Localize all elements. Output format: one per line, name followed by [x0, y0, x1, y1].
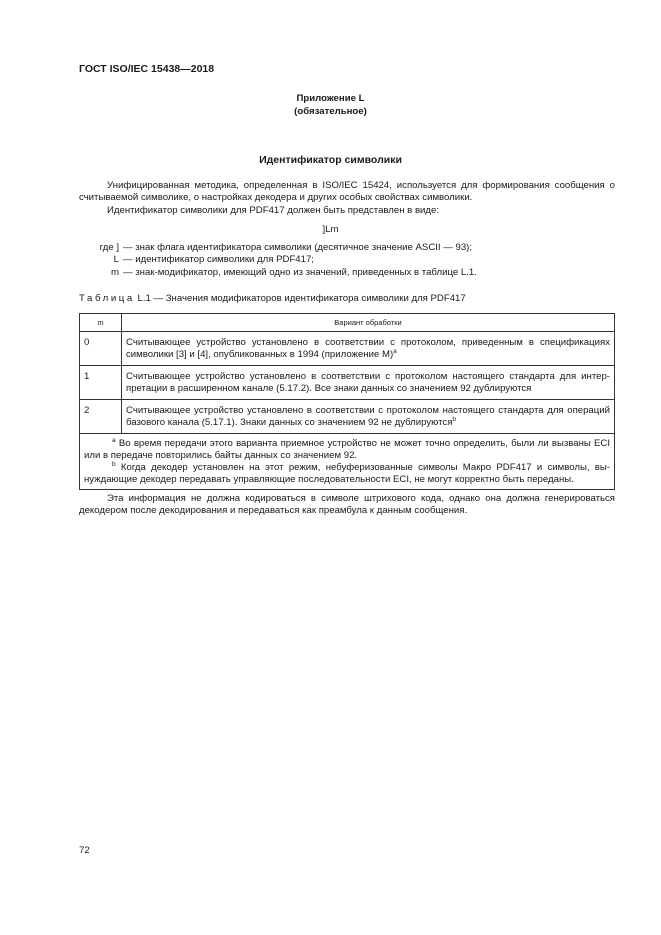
note-mark: b: [112, 460, 116, 468]
row-description: [122, 332, 615, 366]
definition-text: идентификатор символики для PDF417;: [135, 254, 314, 266]
annex-status: (обязательное): [294, 106, 367, 117]
closing-paragraph: Эта информация не должна кодироваться в символе штрихового кода, однако она должна генерироваться декодером после декодирования и передаваться как преамбула к данным сообщения.: [79, 493, 615, 517]
table-row: [80, 366, 615, 400]
row-footnote-mark: a: [393, 347, 397, 355]
row-m-value: 0: [80, 332, 122, 366]
header-m: m: [80, 314, 122, 332]
table-notes: [80, 434, 615, 490]
modifier-table: [79, 313, 615, 490]
row-description-text: Считывающее устройство установлено в соответствии с протоколом настоящего стандарта для интерпретации в расширенном канале (5.17.2). Все знаки данных со значением 92 дублируются: [126, 371, 610, 394]
definition-text: знак флага идентификатора символики (десятичное значение ASCII — 93);: [135, 242, 473, 253]
row-description-text: Считывающее устройство установлено в соответствии с протоколом настоящего стандарта для операций базового канала (5.17.1). Знаки данных со значением 92 не дублируются: [126, 405, 610, 428]
document-header: ГОСТ ISO/IEC 15438—2018: [79, 63, 215, 75]
header-option: Вариант обработки: [122, 314, 615, 332]
note-text: Во время передачи этого варианта приемное устройство не может точно определить, были ли вызваны ECI или в передаче повторились байты данных со значением 92.: [84, 438, 610, 461]
row-m-value: 2: [80, 400, 122, 434]
row-description: [122, 400, 615, 434]
table-caption-text: L.1 — Значения модификаторов идентификатора символики для PDF417: [137, 293, 466, 304]
note-text: Когда декодер установлен на этот режим, небуферизованные символы Макро PDF417 и символы, вынуждающие декодер передавать управляющие последовательности ECI, не могут корректно быть переданы.: [84, 462, 610, 485]
table-row: [80, 332, 615, 366]
definition-dash: —: [123, 254, 133, 266]
format-paragraph: Идентификатор символики для PDF417 должен быть представлен в виде:: [107, 205, 439, 216]
definition-symbol: L: [113, 254, 119, 266]
row-description: [122, 366, 615, 400]
definition-symbol: где ]: [99, 242, 119, 253]
table-caption: [79, 293, 466, 304]
table-note: [84, 438, 610, 462]
row-description-text: Считывающее устройство установлено в соответствии с протоколом, приведенным в спецификациях символики [3] и [4], опубликованных в 1994 (приложение М): [126, 337, 610, 360]
definition-item: [79, 267, 477, 279]
table-header-row: [80, 314, 615, 332]
intro-paragraph: Унифицированная методика, определенная в ISO/IEC 15424, используется для формирования сообщения о считываемой символике, о настройках декодера и других особых свойствах символики.: [79, 180, 615, 204]
table-notes-row: [80, 434, 615, 490]
annex-title: Приложение L: [296, 93, 365, 104]
row-footnote-mark: b: [452, 415, 457, 423]
definitions-list: [79, 242, 477, 279]
identifier-formula: ]Lm: [322, 224, 339, 235]
definition-dash: —: [123, 266, 133, 278]
definition-symbol: m: [111, 266, 119, 278]
definition-text: знак-модификатор, имеющий одно из значений, приведенных в таблице L.1.: [135, 266, 477, 278]
table-row: [80, 400, 615, 434]
definition-item: [79, 254, 477, 266]
page-number: 72: [79, 845, 90, 856]
definition-dash: —: [123, 242, 133, 253]
table-caption-prefix: Таблица: [79, 293, 135, 304]
section-title: Идентификатор символики: [259, 154, 402, 166]
row-m-value: 1: [80, 366, 122, 400]
note-mark: a: [112, 436, 116, 444]
table-note: [84, 462, 610, 486]
definition-item: [79, 242, 477, 254]
